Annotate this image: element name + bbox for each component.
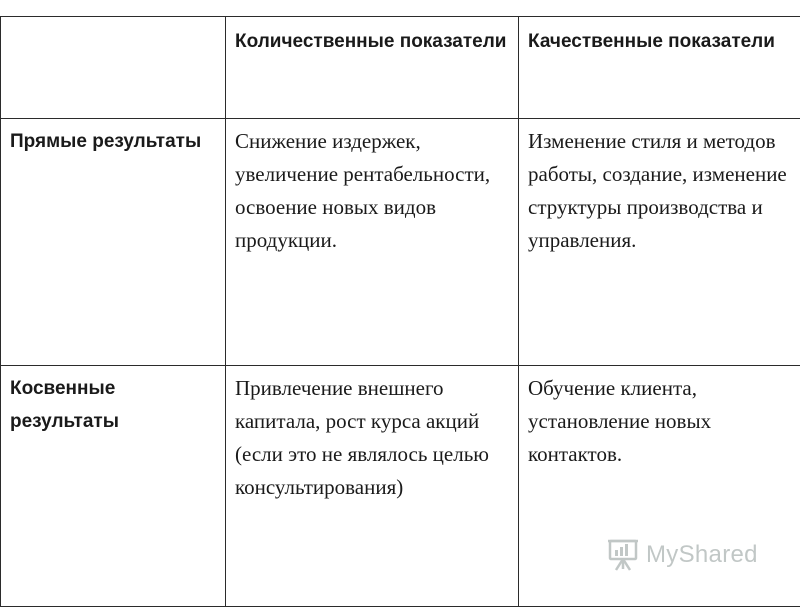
corner-label	[1, 17, 225, 25]
row-label-indirect: Косвенные результаты	[1, 366, 225, 438]
direct-qualitative-text: Изменение стиля и методов работы, создание, изменение структуры производства и управления.	[519, 119, 800, 257]
row-label-direct: Прямые результаты	[1, 119, 225, 158]
table-cell	[519, 119, 800, 366]
table-cell	[226, 366, 519, 607]
indirect-qualitative-text: Обучение клиента, установление новых контактов.	[519, 366, 800, 471]
presentation-board-icon	[606, 538, 640, 572]
header-cell-quantitative	[226, 17, 519, 119]
row-label-cell	[1, 366, 226, 607]
header-quantitative-label: Количественные показатели	[226, 17, 518, 58]
table-row	[1, 119, 800, 366]
myshared-watermark	[606, 535, 771, 575]
indirect-quantitative-text: Привлечение внешнего капитала, рост курса акций (если это не являлось целью консультирования)	[226, 366, 518, 504]
table-header-row	[1, 17, 800, 119]
table-cell	[226, 119, 519, 366]
direct-quantitative-text: Снижение издержек, увеличение рентабельности, освоение новых видов продукции.	[226, 119, 518, 257]
watermark-text: MyShared	[646, 541, 758, 569]
header-qualitative-label: Качественные показатели	[519, 17, 800, 58]
results-table	[0, 16, 800, 607]
header-cell-qualitative	[519, 17, 800, 119]
table-corner-cell	[1, 17, 226, 119]
row-label-cell	[1, 119, 226, 366]
